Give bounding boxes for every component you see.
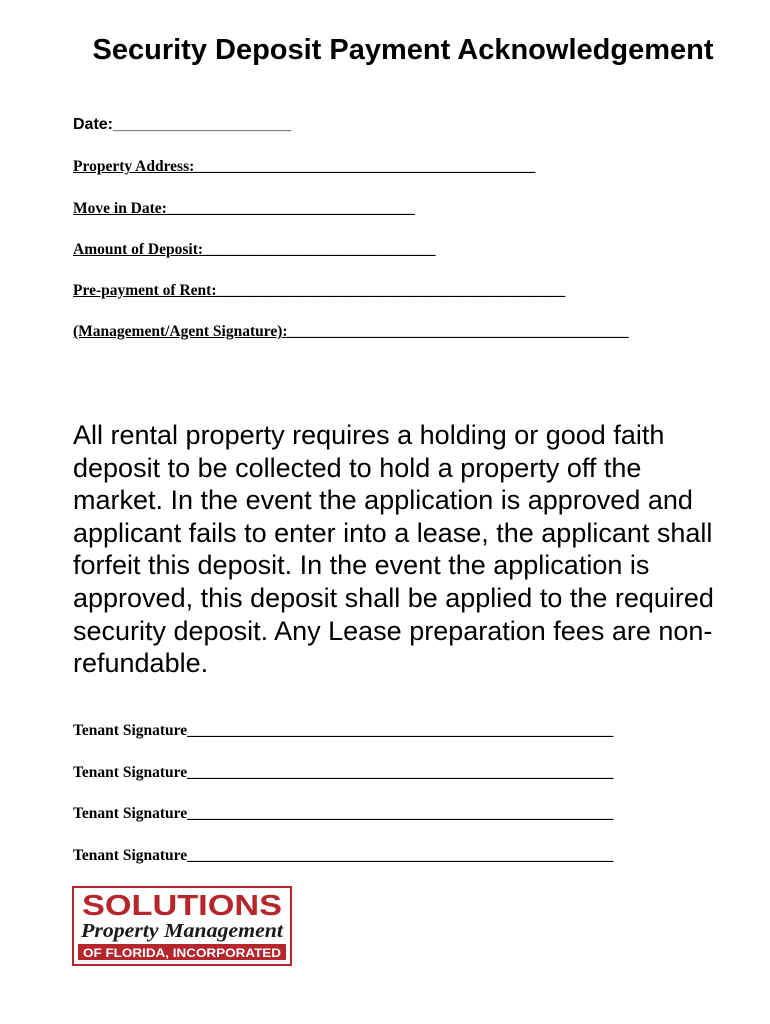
pre-payment-of-rent-label: Pre-payment of Rent: — [73, 282, 217, 299]
logo-line3: OF FLORIDA, INCORPORATED — [83, 946, 282, 960]
date-blank[interactable]: ____________________ — [113, 116, 291, 133]
amount-of-deposit-field — [73, 241, 436, 259]
management-signature-blank[interactable]: ____________________________________________ — [287, 323, 629, 340]
tenant-signature-line — [73, 722, 613, 740]
document-title: Security Deposit Payment Acknowledgement — [92, 34, 714, 66]
date-field — [73, 116, 291, 134]
tenant-signature-blank[interactable]: _______________________________________________________ — [187, 722, 614, 739]
amount-of-deposit-label: Amount of Deposit: — [73, 241, 204, 258]
solutions-logo — [72, 886, 292, 966]
move-in-date-field — [73, 200, 415, 218]
management-signature-label: (Management/Agent Signature): — [73, 323, 288, 340]
deposit-policy-paragraph: All rental property requires a holding or good faith deposit to be collected to hold a property off the market. In the event the application is approved and applicant fails to enter into a lease, the applicant shall forfeit this deposit. In the event the application is approved, this deposit shall be applied to the required security deposit. Any Lease preparation fees are non-refundable. — [73, 420, 714, 679]
logo-line1: SOLUTIONS — [82, 890, 282, 922]
move-in-date-blank[interactable]: ________________________________ — [166, 200, 415, 217]
move-in-date-label: Move in Date: — [73, 200, 167, 217]
property-address-blank[interactable]: ____________________________________________ — [194, 158, 536, 175]
tenant-signature-label: Tenant Signature — [73, 764, 188, 781]
property-address-label: Property Address: — [73, 158, 195, 175]
amount-of-deposit-blank[interactable]: ______________________________ — [203, 241, 436, 258]
tenant-signature-blank[interactable]: _______________________________________________________ — [187, 847, 614, 864]
date-label: Date: — [73, 116, 114, 133]
management-signature-field — [73, 323, 629, 341]
tenant-signature-line — [73, 764, 613, 782]
tenant-signature-label: Tenant Signature — [73, 805, 188, 822]
tenant-signature-line — [73, 847, 613, 865]
tenant-signature-label: Tenant Signature — [73, 847, 188, 864]
tenant-signature-blank[interactable]: _______________________________________________________ — [187, 805, 614, 822]
pre-payment-of-rent-blank[interactable]: _____________________________________________ — [216, 282, 566, 299]
logo-line2: Property Management — [79, 920, 285, 942]
property-address-field — [73, 158, 535, 176]
pre-payment-of-rent-field — [73, 282, 565, 300]
tenant-signature-label: Tenant Signature — [73, 722, 188, 739]
tenant-signature-line — [73, 805, 613, 823]
tenant-signature-blank[interactable]: _______________________________________________________ — [187, 764, 614, 781]
